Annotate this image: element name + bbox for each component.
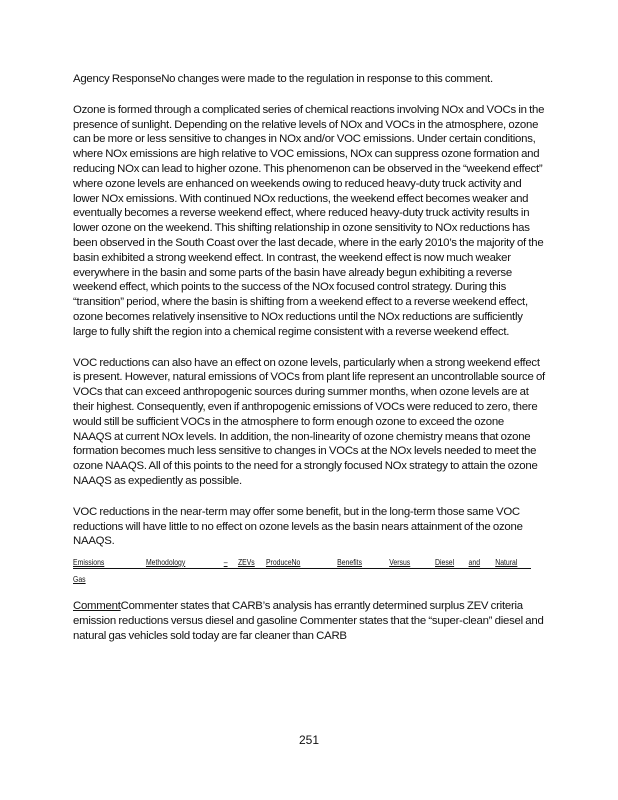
heading-word: Benefits: [337, 557, 363, 568]
paragraph-ozone-formation: Ozone is formed through a complicated series of chemical reactions involving NOx and VOCs in the presence of sunlight. Depending on the relative levels of NOx and VOCs in the atmosphere, ozone can be more or less sensitive to changes in NOx and/or VOC emissions. Under certain conditions, where NOx emissions are high relative to VOC emissions, NOx can suppress ozone formation and reducing NOx can lead to higher ozone. This phenomenon can be observed in the “weekend effect” where ozone levels are enhanced on weekends owing to reduced heavy-duty truck activity and lower NOx emissions. With continued NOx reductions, the weekend effect becomes weaker and eventually becomes a reverse weekend effect, where reduced heavy-duty truck activity results in lower ozone on the weekend. This shifting relationship in ozone sensitivity to NOx reductions has been observed in the South Coast over the last decade, where in the early 2010’s the majority of the basin exhibited a strong weekend effect. In contrast, the weekend effect is now much weaker everywhere in the basin and some parts of the basin have already begun exhibiting a reverse weekend effect, which points to the success of the NOx focused control strategy. During this “transition” period, where the basin is shifting from a weekend effect to a reverse weekend effect, ozone becomes relatively insensitive to NOx reductions until the NOx reductions are sufficiently large to fully shift the region into a chemical regime consistent with a reverse weekend effect.: [73, 103, 545, 338]
heading-word: Emissions: [73, 557, 105, 568]
comment-text: Commenter states that CARB’s analysis has errantly determined surplus ZEV criteria emission reductions versus diesel and gasoline Commenter states that the “super-clean” diesel and natural gas vehicles sold today are far cleaner than CARB: [73, 600, 544, 642]
agency-response: Agency ResponseNo changes were made to the regulation in response to this comment.: [73, 73, 493, 85]
heading-word: –: [223, 557, 228, 568]
page-number: 251: [298, 733, 320, 747]
heading-word: Diesel: [435, 557, 455, 568]
heading-word: No: [291, 557, 301, 568]
heading-word: ZEVs: [237, 557, 255, 568]
heading-word: Natural: [495, 557, 518, 568]
heading-word: Methodology: [145, 557, 186, 568]
section-heading: [73, 557, 531, 567]
paragraph-voc-reductions: VOC reductions can also have an effect on ozone levels, particularly when a strong weekend effect is present. However, natural emissions of VOCs from plant life represent an uncontrollable source of VOCs that can exceed anthropogenic sources during summer months, when ozone levels are at their highest. Consequently, even if anthropogenic emissions of VOCs were reduced to zero, there would still be sufficient VOCs in the atmosphere to form enough ozone to exceed the ozone NAAQS at current NOx levels. In addition, the non-linearity of ozone chemistry means that ozone formation becomes much less sensitive to changes in VOCs at the NOx levels needed to meet the ozone NAAQS. All of this points to the need for a strongly focused NOx strategy to attain the ozone NAAQS as expediently as possible.: [73, 356, 545, 487]
comment-paragraph: [73, 599, 545, 643]
heading-continuation: Gas: [73, 574, 86, 585]
document-body: [73, 72, 545, 654]
heading-word: Versus: [389, 557, 411, 568]
comment-label: Comment: [73, 600, 121, 613]
heading-word: and: [468, 557, 481, 568]
heading-word: Produce: [265, 557, 292, 568]
paragraph-near-term: VOC reductions in the near-term may offer some benefit, but in the long-term those same VOC reductions will have little to no effect on ozone levels as the basin nears attainment of the ozone NAAQS.: [73, 505, 523, 548]
